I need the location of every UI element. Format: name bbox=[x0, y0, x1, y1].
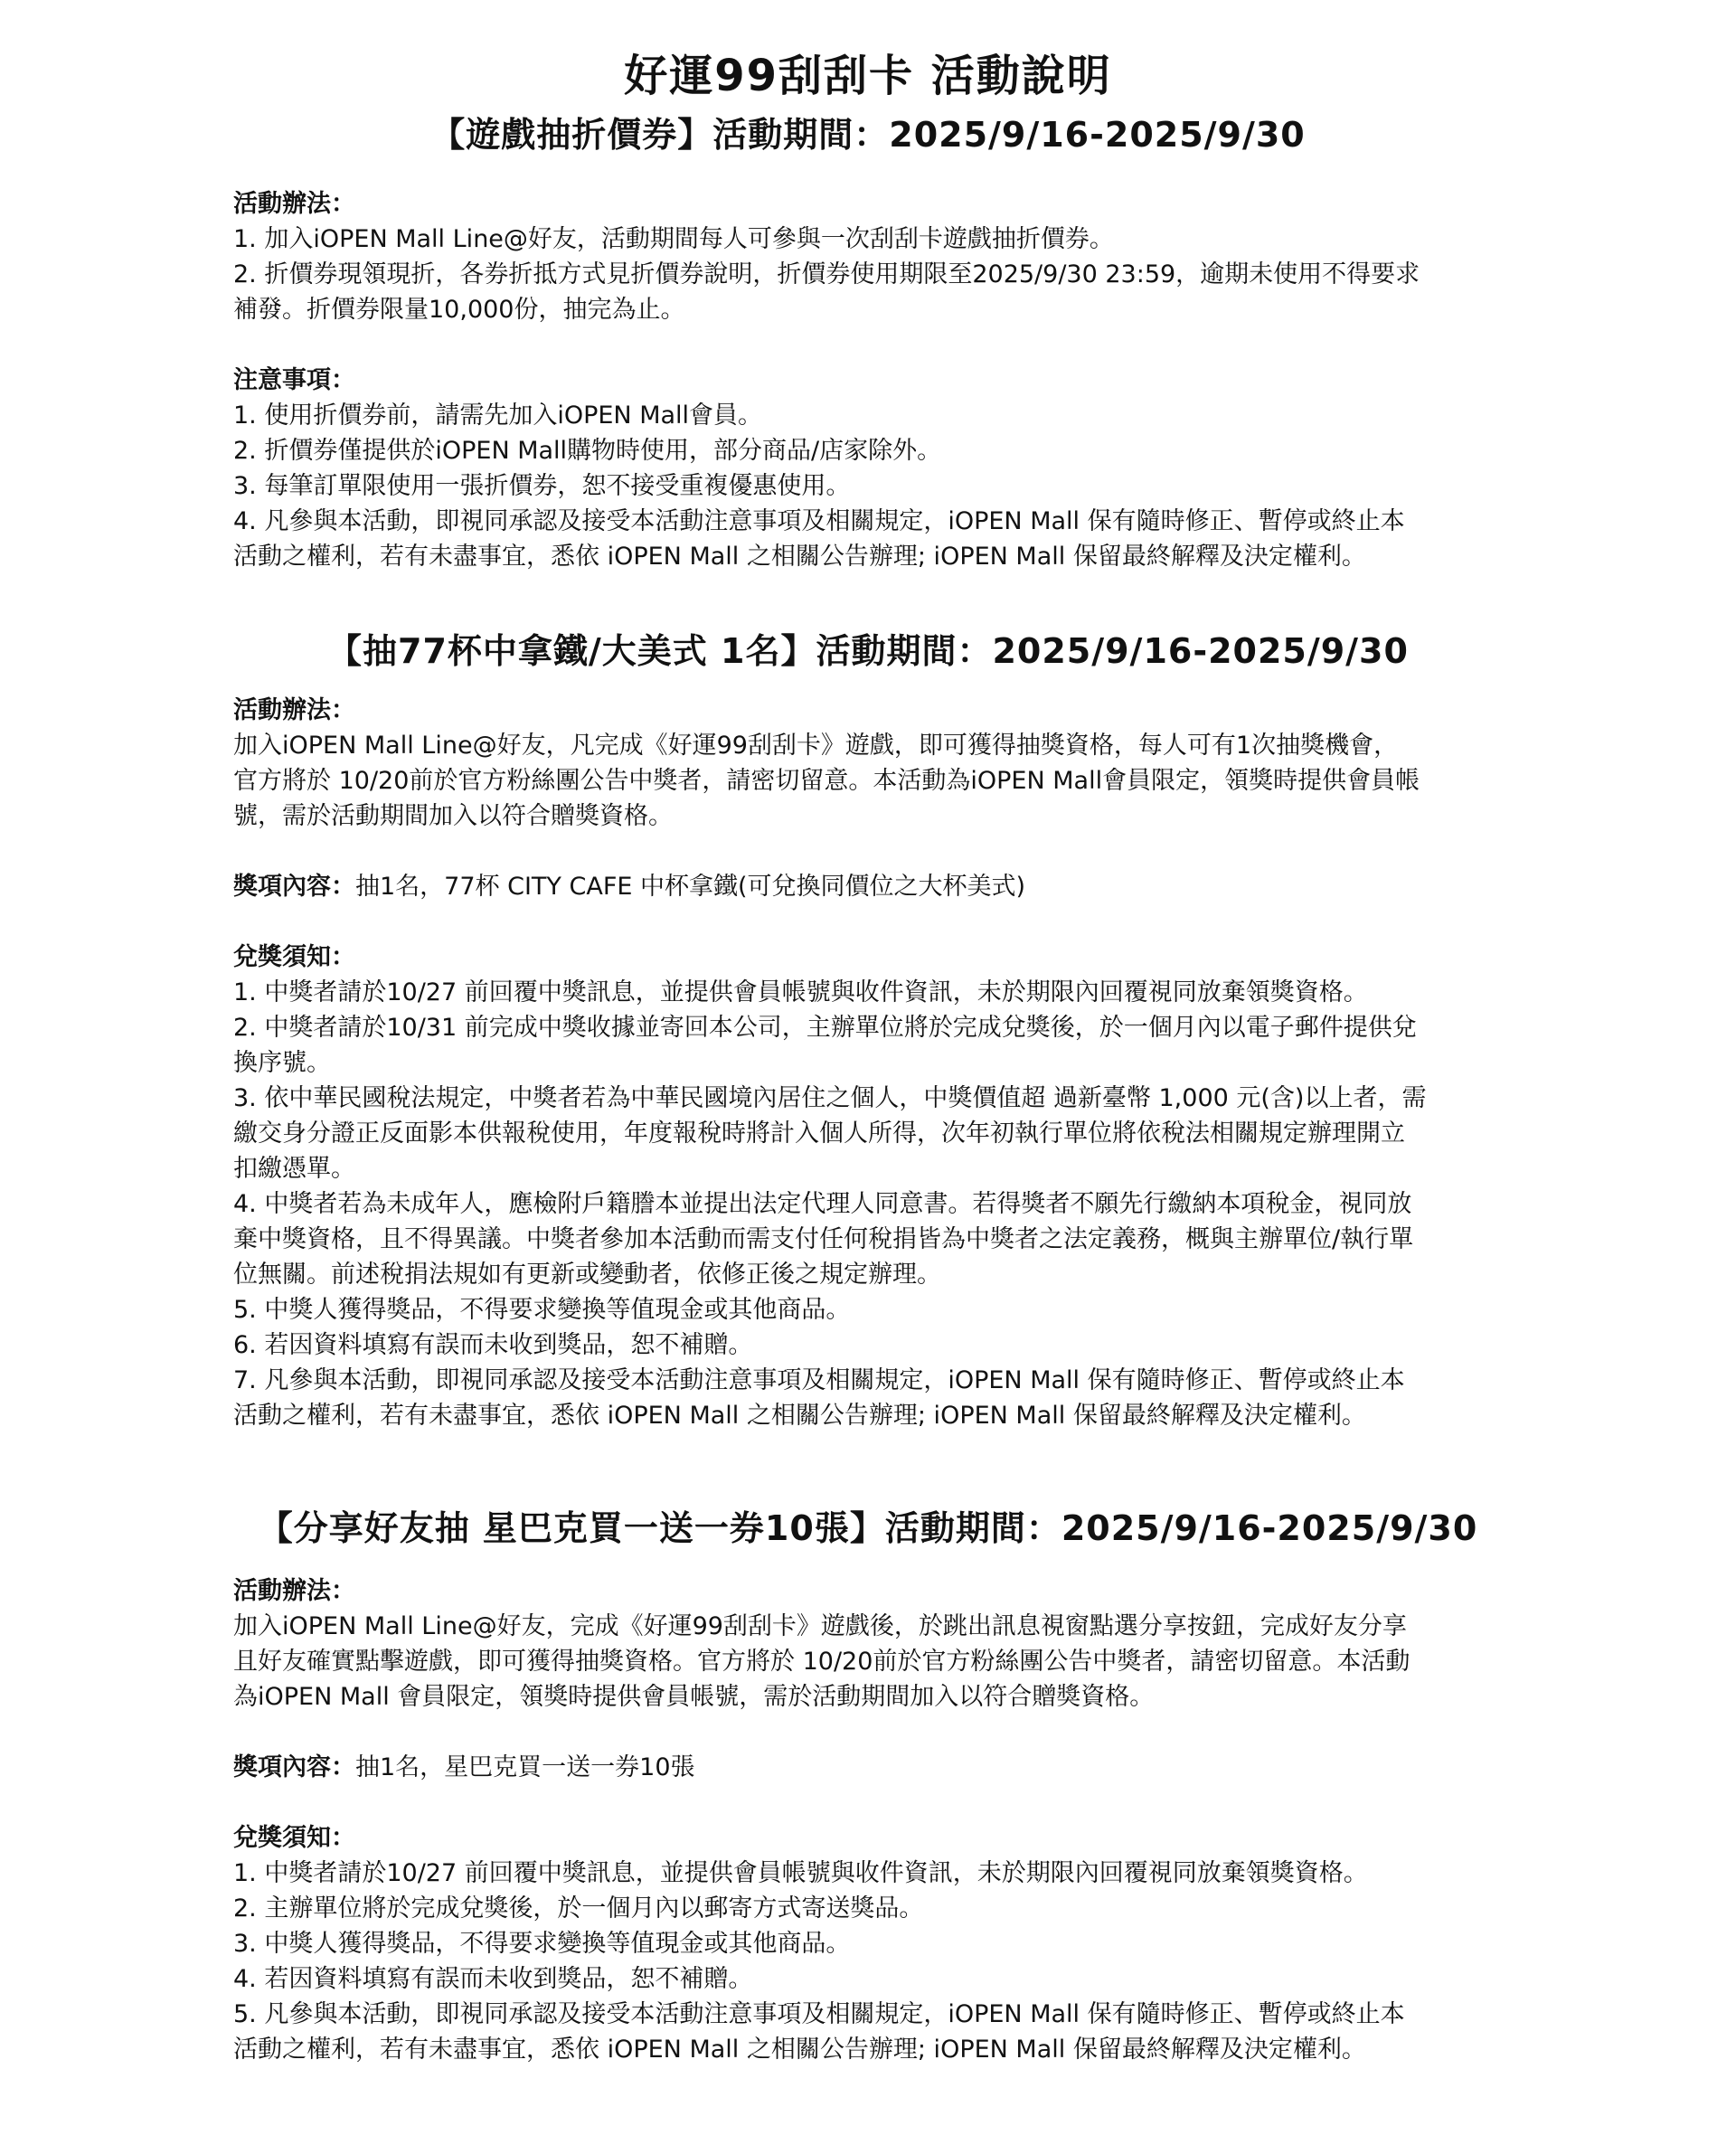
section-1-method-line: 2. 折價券現領現折，各券折抵方式見折價券說明，折價券使用期限至2025/9/30 23:59，逾期未使用不得要求 bbox=[233, 260, 1420, 288]
section-1-heading: 【遊戲抽折價券】活動期間：2025/9/16-2025/9/30 bbox=[430, 115, 1306, 155]
section-3-redeem-label: 兌獎須知： bbox=[233, 1824, 355, 1852]
section-3-prize bbox=[233, 1750, 1508, 1785]
section-3-redeem-line: 2. 主辦單位將於完成兌獎後，於一個月內以郵寄方式寄送獎品。 bbox=[233, 1894, 924, 1923]
section-2-redeem-label: 兌獎須知： bbox=[233, 943, 355, 971]
section-2-body bbox=[233, 693, 1508, 1433]
page-title: 好運99刮刮卡 活動說明 bbox=[624, 51, 1112, 101]
section-3-redeem-line: 5. 凡參與本活動，即視同承認及接受本活動注意事項及相關規定，iOPEN Mall 保有隨時修正、暫停或終止本 bbox=[233, 2000, 1405, 2028]
section-3-redeem-line: 活動之權利，若有未盡事宜，悉依 iOPEN Mall 之相關公告辦理; iOPEN Mall 保留最終解釋及決定權利。 bbox=[233, 2036, 1366, 2064]
section-2-redeem-line: 2. 中獎者請於10/31 前完成中獎收據並寄回本公司，主辦單位將於完成兌獎後，於一個月內以電子郵件提供兌 bbox=[233, 1014, 1417, 1042]
section-2-redeem-line: 棄中獎資格，且不得異議。中獎者參加本活動而需支付任何稅捐皆為中獎者之法定義務，概與主辦單位/執行單 bbox=[233, 1225, 1414, 1253]
section-2-redeem-line: 6. 若因資料填寫有誤而未收到獎品，恕不補贈。 bbox=[233, 1331, 753, 1359]
section-3-redeem-line: 4. 若因資料填寫有誤而未收到獎品，恕不補贈。 bbox=[233, 1965, 753, 1993]
section-2-method-label: 活動辦法： bbox=[233, 696, 355, 724]
section-2-redeem-line: 7. 凡參與本活動，即視同承認及接受本活動注意事項及相關規定，iOPEN Mall 保有隨時修正、暫停或終止本 bbox=[233, 1366, 1405, 1394]
section-2-redeem-line: 4. 中獎者若為未成年人，應檢附戶籍謄本並提出法定代理人同意書。若得獎者不願先行繳納本項稅金，視同放 bbox=[233, 1190, 1412, 1218]
section-2-redeem-line: 繳交身分證正反面影本供報稅使用，年度報稅時將計入個人所得，次年初執行單位將依稅法相關規定辦理開立 bbox=[233, 1120, 1405, 1148]
section-2-redeem-line: 換序號。 bbox=[233, 1049, 331, 1077]
section-3-method-line: 為iOPEN Mall 會員限定，領獎時提供會員帳號，需於活動期間加入以符合贈獎資格。 bbox=[233, 1683, 1155, 1711]
section-3-prize-label: 獎項內容： bbox=[233, 1753, 355, 1781]
section-3-prize-text: 抽1名，星巴克買一送一券10張 bbox=[355, 1753, 695, 1781]
section-1-notes-label: 注意事項： bbox=[233, 366, 355, 394]
section-2-method-line: 官方將於 10/20前於官方粉絲團公告中獎者，請密切留意。本活動為iOPEN Mall會員限定，領獎時提供會員帳 bbox=[233, 767, 1420, 795]
section-3-method-label: 活動辦法： bbox=[233, 1577, 355, 1605]
section-2-prize-text: 抽1名，77杯 CITY CAFE 中杯拿鐵(可兌換同價位之大杯美式) bbox=[355, 873, 1026, 901]
section-2-redeem-line: 5. 中獎人獲得獎品，不得要求變換等值現金或其他商品。 bbox=[233, 1296, 851, 1324]
section-2-redeem-line: 位無關。前述稅捐法規如有更新或變動者，依修正後之規定辦理。 bbox=[233, 1261, 941, 1289]
section-2-redeem-line: 扣繳憑單。 bbox=[233, 1155, 355, 1183]
section-1-note-line: 2. 折價券僅提供於iOPEN Mall購物時使用，部分商品/店家除外。 bbox=[233, 437, 942, 465]
section-2-redeem-line: 3. 依中華民國稅法規定，中獎者若為中華民國境內居住之個人，中獎價值超 過新臺幣 1,000 元(含)以上者，需 bbox=[233, 1084, 1427, 1112]
section-2-method-line: 號，需於活動期間加入以符合贈獎資格。 bbox=[233, 802, 673, 830]
section-3-body bbox=[233, 1573, 1508, 2067]
section-1-note-line: 3. 每筆訂單限使用一張折價券，恕不接受重複優惠使用。 bbox=[233, 472, 851, 500]
section-3-method-line: 加入iOPEN Mall Line@好友，完成《好運99刮刮卡》遊戲後，於跳出訊息視窗點選分享按鈕，完成好友分享 bbox=[233, 1612, 1407, 1640]
section-3-method-line: 且好友確實點擊遊戲，即可獲得抽獎資格。官方將於 10/20前於官方粉絲團公告中獎者，請密切留意。本活動 bbox=[233, 1648, 1410, 1676]
section-3-redeem-line: 3. 中獎人獲得獎品，不得要求變換等值現金或其他商品。 bbox=[233, 1930, 851, 1958]
section-3-heading: 【分享好友抽 星巴克買一送一券10張】活動期間：2025/9/16-2025/9/30 bbox=[258, 1508, 1478, 1548]
section-1-method-label: 活動辦法： bbox=[233, 190, 355, 218]
section-2-redeem-line: 1. 中獎者請於10/27 前回覆中獎訊息，並提供會員帳號與收件資訊，未於期限內回覆視同放棄領獎資格。 bbox=[233, 978, 1368, 1006]
section-3-redeem-line: 1. 中獎者請於10/27 前回覆中獎訊息，並提供會員帳號與收件資訊，未於期限內回覆視同放棄領獎資格。 bbox=[233, 1859, 1368, 1887]
section-2-redeem-line: 活動之權利，若有未盡事宜，悉依 iOPEN Mall 之相關公告辦理; iOPEN Mall 保留最終解釋及決定權利。 bbox=[233, 1402, 1366, 1430]
section-1-body bbox=[233, 186, 1508, 574]
section-1-method-line: 1. 加入iOPEN Mall Line@好友，活動期間每人可參與一次刮刮卡遊戲抽折價券。 bbox=[233, 225, 1114, 253]
section-1-note-line: 4. 凡參與本活動，即視同承認及接受本活動注意事項及相關規定，iOPEN Mall 保有隨時修正、暫停或終止本 bbox=[233, 507, 1405, 535]
section-1-note-line: 1. 使用折價券前，請需先加入iOPEN Mall會員。 bbox=[233, 402, 763, 430]
section-1-method-line: 補發。折價券限量10,000份，抽完為止。 bbox=[233, 296, 685, 324]
section-2-prize bbox=[233, 869, 1508, 904]
section-2-prize-label: 獎項內容： bbox=[233, 873, 355, 901]
section-1-note-line: 活動之權利，若有未盡事宜，悉依 iOPEN Mall 之相關公告辦理; iOPEN Mall 保留最終解釋及決定權利。 bbox=[233, 543, 1366, 571]
section-2-method-line: 加入iOPEN Mall Line@好友，凡完成《好運99刮刮卡》遊戲，即可獲得抽獎資格，每人可有1次抽獎機會， bbox=[233, 732, 1399, 760]
section-2-heading: 【抽77杯中拿鐵/大美式 1名】活動期間：2025/9/16-2025/9/30 bbox=[327, 631, 1409, 671]
